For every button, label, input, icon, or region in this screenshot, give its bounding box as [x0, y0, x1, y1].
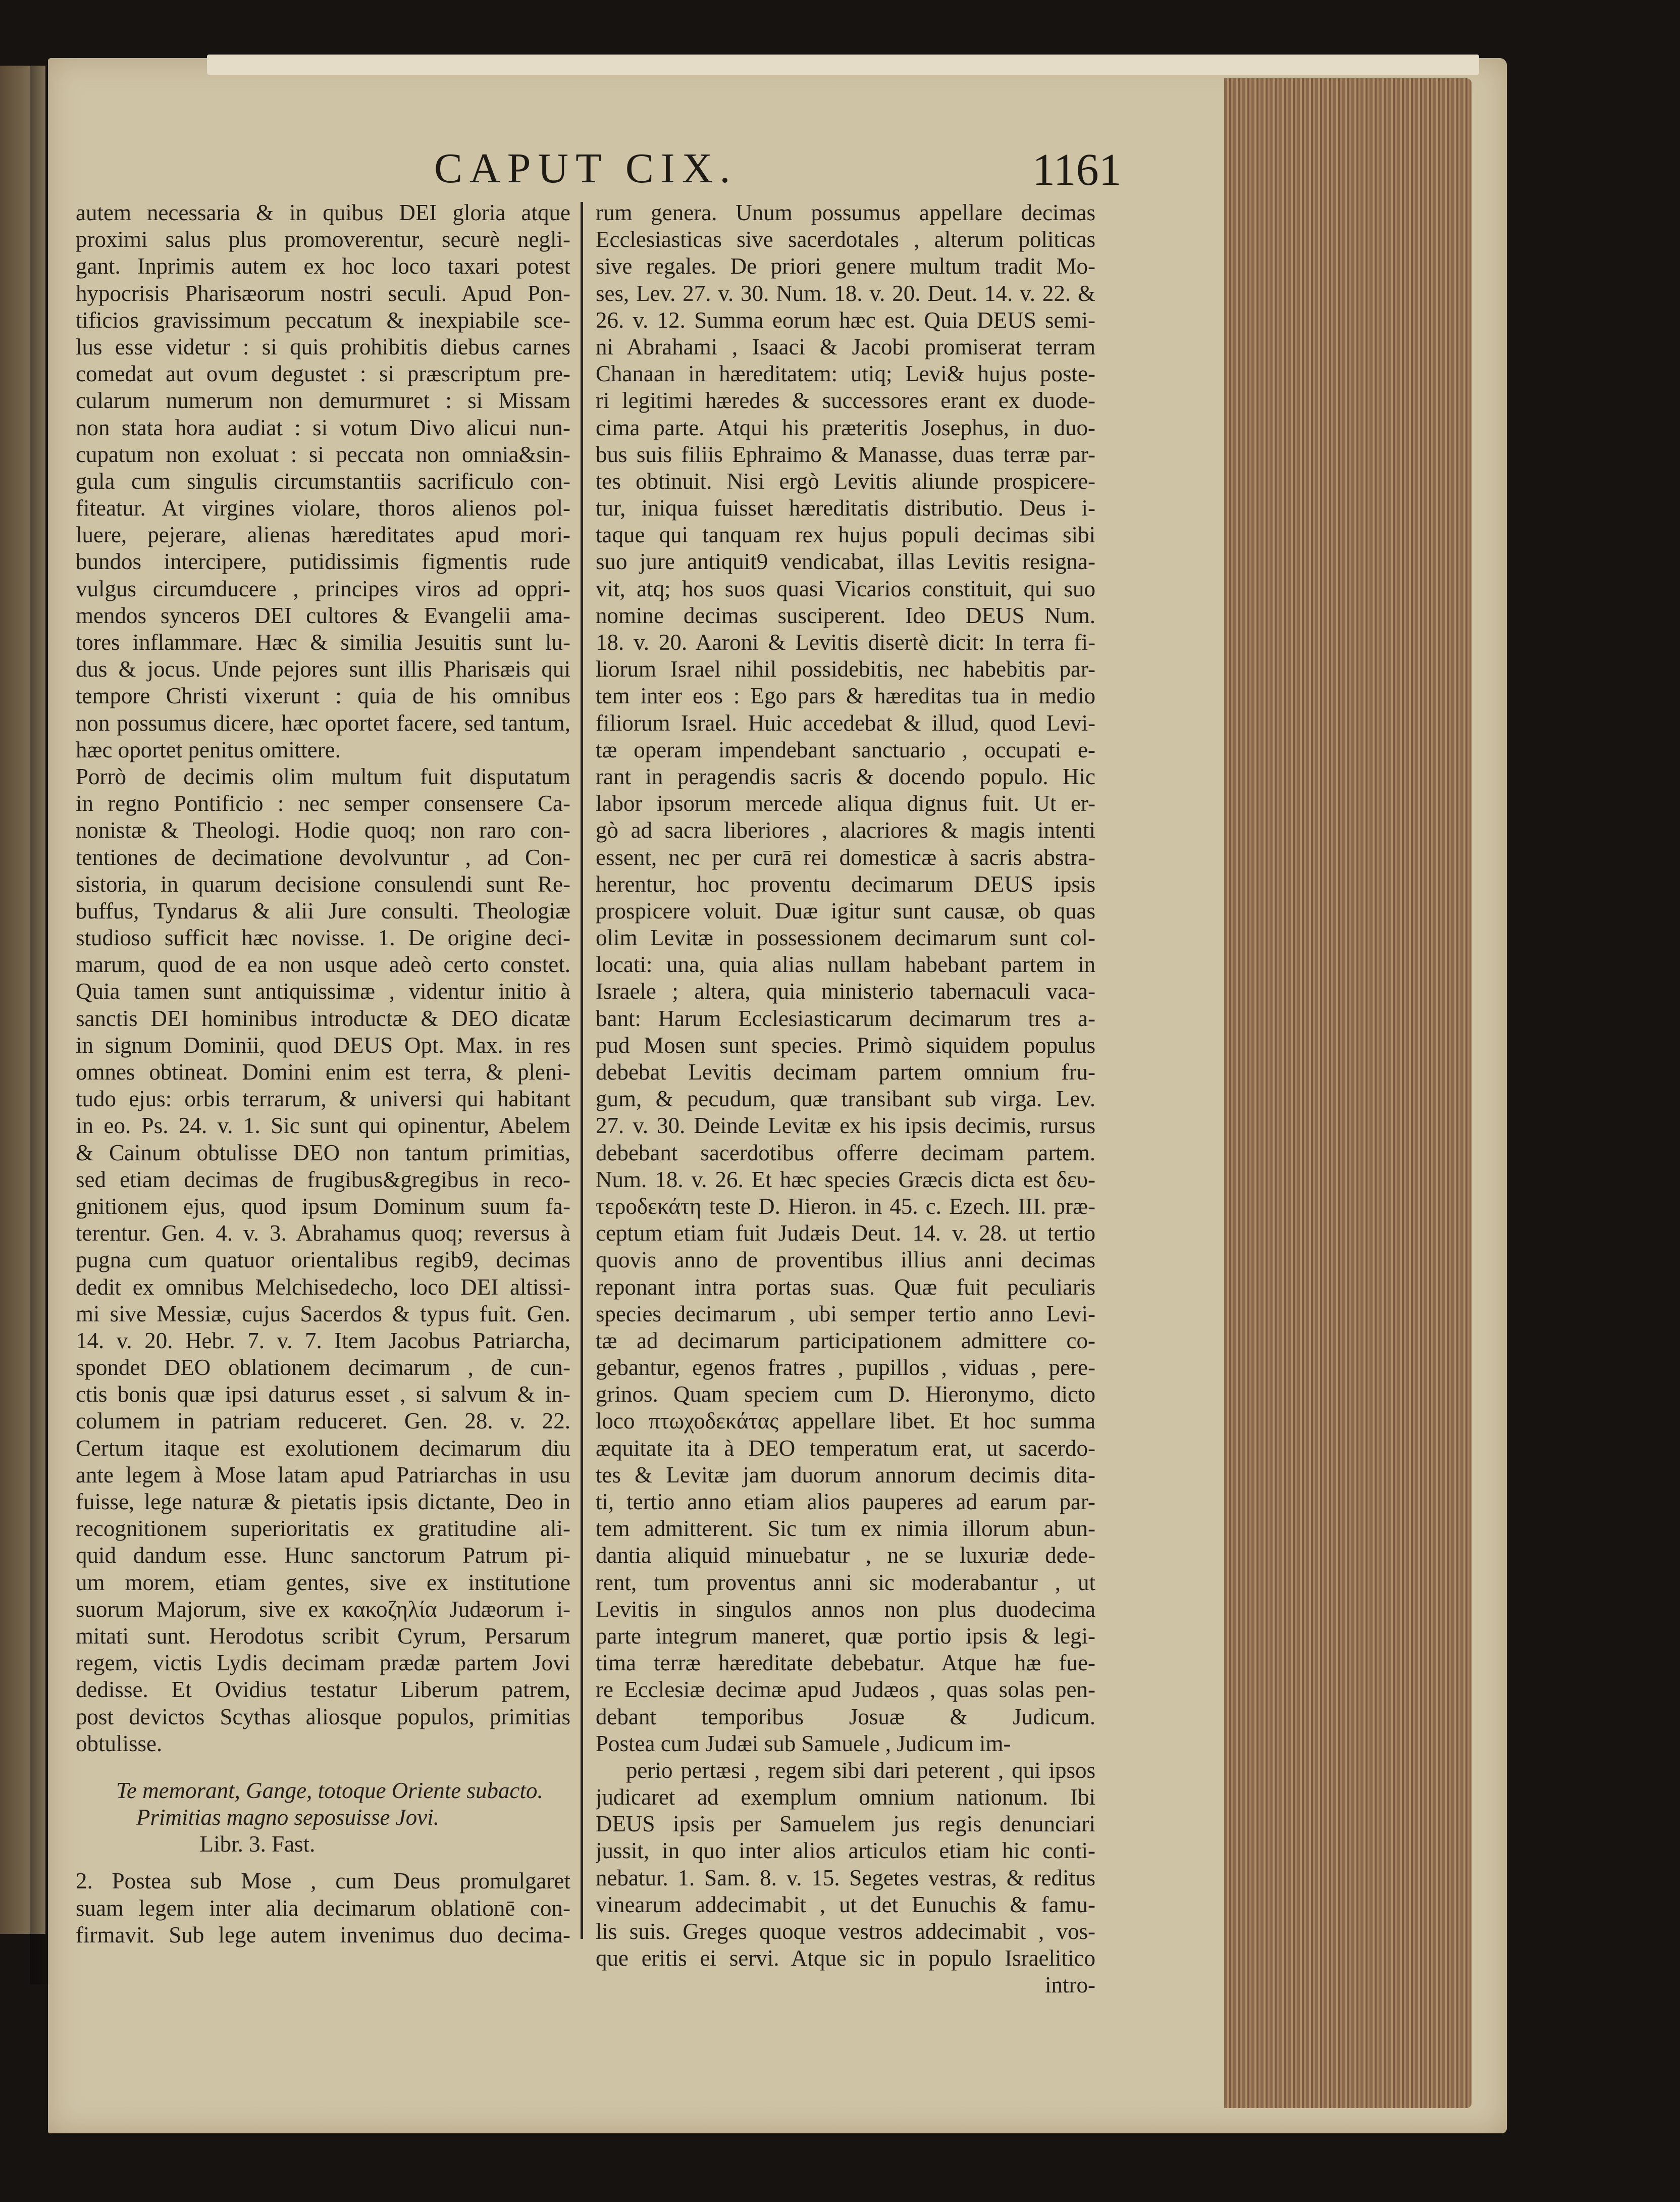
- text-line: debant temporibus Josuæ & Judicum.: [596, 1704, 1095, 1729]
- text-line: gò ad sacra liberiores , alacriores & magis intenti: [596, 817, 1095, 843]
- text-line: bundos intercipere, putidissimis figmentis rude: [76, 549, 570, 575]
- text-line: ri legitimi hæredes & successores erant ex duode-: [596, 388, 1095, 414]
- text-line: filiorum Israel. Huic accedebat & illud, quod Levi-: [596, 710, 1095, 736]
- text-line: species decimarum , ubi semper tertio anno Levi-: [596, 1301, 1095, 1326]
- text-line: vinearum addecimabit , ut det Eunuchis & famu-: [596, 1891, 1095, 1917]
- text-line: τεροδεκάτη teste D. Hieron. in 45. c. Ezech. III. præ-: [596, 1193, 1095, 1219]
- verse-citation: Libr. 3. Fast.: [199, 1831, 316, 1857]
- running-title: CAPUT CIX.: [434, 145, 738, 192]
- text-line: mitati sunt. Herodotus scribit Cyrum, Persarum: [76, 1623, 570, 1649]
- text-line: columem in patriam reduceret. Gen. 28. v. 22.: [76, 1408, 570, 1434]
- text-line: parte integrum maneret, quæ portio ipsis & legi-: [596, 1623, 1095, 1649]
- text-line: Ecclesiasticas sive sacerdotales , alterum politicas: [596, 227, 1095, 252]
- text-line: sed etiam decimas de frugibus&gregibus in reco-: [76, 1166, 570, 1192]
- text-line: DEUS ipsis per Samuelem jus regis denunciari: [596, 1811, 1095, 1837]
- text-line: tur, iniqua fuisset hæreditatis distributio. Deus i-: [596, 495, 1095, 521]
- text-line: jussit, in quo inter alios articulos etiam hic conti-: [596, 1838, 1095, 1864]
- text-line: vulgus circumducere , principes viros ad oppri-: [76, 576, 570, 601]
- text-line: pud Mosen sunt species. Primò siquidem populus: [596, 1032, 1095, 1058]
- text-line: in signum Dominii, quod DEUS Opt. Max. in res: [76, 1032, 570, 1058]
- text-line: hæc oportet penitus omittere.: [76, 737, 341, 762]
- text-line: in eo. Ps. 24. v. 1. Sic sunt qui opinentur, Abelem: [76, 1113, 570, 1139]
- text-line: quid dandum esse. Hunc sanctorum Patrum pi-: [76, 1543, 570, 1568]
- text-line: terentur. Gen. 4. v. 3. Abrahamus quoq; reversus à: [76, 1220, 570, 1246]
- text-line: perio pertæsi , regem sibi dari peterent , qui ipsos: [626, 1757, 1095, 1783]
- text-line: 14. v. 20. Hebr. 7. v. 7. Item Jacobus Patriarcha,: [76, 1327, 570, 1353]
- text-line: tempore Christi vixerunt : quia de his omnibus: [76, 683, 570, 709]
- text-line: lis suis. Greges quoque vestros addecimabit , vos-: [596, 1919, 1095, 1944]
- text-line: judicaret ad exemplum omnium nationum. Ibi: [596, 1784, 1095, 1810]
- text-line: cupatum non exoluat : si peccata non omnia&sin-: [76, 441, 570, 467]
- text-line: sanctis DEI hominibus introductæ & DEO dicatæ: [76, 1005, 570, 1031]
- text-line: post devictos Scythas aliosque populos, primitias: [76, 1704, 570, 1729]
- text-line: bant: Harum Ecclesiasticarum decimarum tres a-: [596, 1005, 1095, 1031]
- text-line: suam legem inter alia decimarum oblationē con-: [76, 1895, 570, 1921]
- text-line: um morem, etiam gentes, sive ex institutione: [76, 1569, 570, 1595]
- text-line: fuisse, lege naturæ & pietatis ipsis dictante, Deo in: [76, 1489, 570, 1514]
- text-line: tæ ad decimarum participationem admittere co-: [596, 1327, 1095, 1353]
- text-line: debebat Levitis decimam partem omnium fru-: [596, 1059, 1095, 1085]
- text-line: olim Levitæ in possessionem decimarum sunt col-: [596, 925, 1095, 951]
- text-line: & Cainum obtulisse DEO non tantum primitias,: [76, 1140, 570, 1165]
- text-line: cima parte. Atqui his præteritis Josephus, in duo-: [596, 415, 1095, 440]
- text-line: Levitis in singulos annos non plus duodecima: [596, 1596, 1095, 1622]
- left-column: [76, 199, 570, 1949]
- text-line: sistoria, in quarum decisione consulendi sunt Re-: [76, 871, 570, 897]
- text-line: re Ecclesiæ decimæ apud Judæos , quas solas pen-: [596, 1677, 1095, 1703]
- text-line: essent, nec per curā rei domesticæ à sacris abstra-: [596, 844, 1095, 870]
- verse-line: Te memorant, Gange, totoque Oriente subacto.: [116, 1777, 543, 1803]
- text-line: tem admitterent. Sic tum ex nimia illorum abun-: [596, 1516, 1095, 1542]
- text-line: nonistæ & Theologi. Hodie quoq; non raro con-: [76, 817, 570, 843]
- text-line: herentur, hoc proventu decimarum DEUS ipsis: [596, 871, 1095, 897]
- text-line: ni Abrahami , Isaaci & Jacobi promiserat terram: [596, 334, 1095, 360]
- text-line: ante legem à Mose latam apud Patriarchas in usu: [76, 1462, 570, 1488]
- text-line: Chanaan in hæreditatem: utiq; Levi& hujus poste-: [596, 361, 1095, 387]
- fore-edge-pages: [1224, 78, 1472, 2108]
- text-line: cularum numerum non demurmuret : si Missam: [76, 388, 570, 414]
- page-number: 1161: [1032, 145, 1122, 195]
- text-line: tudo ejus: orbis terrarum, & universi qui habitant: [76, 1086, 570, 1112]
- text-line: obtulisse.: [76, 1730, 163, 1756]
- text-line: firmavit. Sub lege autem invenimus duo decima-: [76, 1922, 570, 1948]
- text-line: pugna cum quatuor orientalibus regib9, decimas: [76, 1247, 570, 1273]
- text-line: suo jure antiquit9 vendicabat, illas Levitis resigna-: [596, 549, 1095, 575]
- text-line: Israele ; altera, quia ministerio tabernaculi vaca-: [596, 979, 1095, 1004]
- text-line: debebant sacerdotibus offerre decimam partem.: [596, 1140, 1095, 1165]
- text-line: ceptum etiam fuit Judæis Deut. 14. v. 28. ut tertio: [596, 1220, 1095, 1246]
- text-line: tes obtinuit. Nisi ergò Levitis aliunde prospicere-: [596, 468, 1095, 494]
- text-line: 18. v. 20. Aaroni & Levitis disertè dicit: In terra fi-: [596, 630, 1095, 655]
- text-line: rent, tum proventus anni sic moderabantur , ut: [596, 1569, 1095, 1595]
- text-line: buffus, Tyndarus & alii Jure consulti. Theologiæ: [76, 898, 570, 924]
- text-line: tima terræ hæreditate debebatur. Atque hæ fue-: [596, 1650, 1095, 1676]
- text-line: tes & Levitæ jam duorum annorum decimis dita-: [596, 1462, 1095, 1488]
- text-line: 2. Postea sub Mose , cum Deus promulgaret: [76, 1868, 570, 1894]
- text-line: 26. v. 12. Summa eorum hæc est. Quia DEUS semi-: [596, 307, 1095, 333]
- text-line: liorum Israel nihil possidebitis, nec habebitis par-: [596, 656, 1095, 682]
- text-line: Porrò de decimis olim multum fuit disputatum: [76, 763, 570, 789]
- text-line: grinos. Quam speciem cum D. Hieronymo, dicto: [596, 1381, 1095, 1407]
- text-line: dedisse. Et Ovidius testatur Liberum patrem,: [76, 1677, 570, 1703]
- text-line: vit, atq; hos suos quasi Vicarios constituit, qui suo: [596, 576, 1095, 601]
- text-line: Certum itaque est exolutionem decimarum diu: [76, 1435, 570, 1461]
- text-line: quovis anno de proventibus illius anni decimas: [596, 1247, 1095, 1273]
- text-line: rant in peragendis sacris & docendo populo. Hic: [596, 763, 1095, 789]
- text-line: gum, & pecudum, quæ transibant sub virga. Lev.: [596, 1086, 1095, 1112]
- text-line: nomine decimas susciperent. Ideo DEUS Num.: [596, 602, 1095, 628]
- running-header: [434, 144, 1122, 204]
- text-line: spondet DEO oblationem decimarum , de cun-: [76, 1355, 570, 1380]
- text-line: comedat aut ovum degustet : si præscriptum pre-: [76, 361, 570, 387]
- text-line: mendos synceros DEI cultores & Evangelii ama-: [76, 602, 570, 628]
- text-line: gnitionem ejus, quod ipsum Dominum suum fa-: [76, 1193, 570, 1219]
- text-line: lus esse videtur : si quis prohibitis diebus carnes: [76, 334, 570, 360]
- text-line: dedit ex omnibus Melchisedecho, loco DEI altissi-: [76, 1274, 570, 1300]
- text-line: labor ipsorum mercede aliqua dignus fuit. Ut er-: [596, 791, 1095, 816]
- text-line: que eritis ei servi. Atque sic in populo Israelitico: [596, 1945, 1095, 1971]
- text-line: gant. Inprimis autem ex hoc loco taxari potest: [76, 253, 570, 279]
- text-line: rum genera. Unum possumus appellare decimas: [596, 200, 1095, 225]
- text-line: 27. v. 30. Deinde Levitæ ex his ipsis decimis, rursus: [596, 1113, 1095, 1139]
- verse-line: Primitias magno seposuisse Jovi.: [136, 1805, 439, 1830]
- text-line: sive regales. De priori genere multum tradit Mo-: [596, 253, 1095, 279]
- text-line: ti, tertio anno etiam alios pauperes ad earum par-: [596, 1489, 1095, 1514]
- text-line: tentiones de decimatione devolvuntur , ad Con-: [76, 844, 570, 870]
- text-line: reponant intra portas suas. Quæ fuit peculiaris: [596, 1274, 1095, 1300]
- text-line: suorum Majorum, sive ex κακοζηλία Judæorum i-: [76, 1596, 570, 1622]
- text-line: æquitate ita à DEO temperatum erat, ut sacerdo-: [596, 1435, 1095, 1461]
- text-line: non possumus dicere, hæc oportet facere, sed tantum,: [76, 710, 570, 736]
- text-line: in regno Pontificio : nec semper consensere Ca-: [76, 791, 570, 816]
- text-line: tem inter eos : Ego pars & hæreditas tua in medio: [596, 683, 1095, 709]
- text-line: bus suis filiis Ephraimo & Manasse, duas terræ par-: [596, 441, 1095, 467]
- text-line: mi sive Messiæ, cujus Sacerdos & typus fuit. Gen.: [76, 1301, 570, 1326]
- text-line: non stata hora audiat : si votum Divo alicui nun-: [76, 415, 570, 440]
- spacer: [76, 1757, 570, 1777]
- text-line: locati: una, quia alias nullam habebant partem in: [596, 952, 1095, 978]
- text-line: tores inflammare. Hæc & similia Jesuitis sunt lu-: [76, 630, 570, 655]
- text-line: gula cum singulis circumstantiis sacrificulo con-: [76, 468, 570, 494]
- text-line: prospicere voluit. Duæ igitur sunt causæ, ob quas: [596, 898, 1095, 924]
- text-line: intro-: [1045, 1972, 1095, 1998]
- text-line: regem, victis Lydis decimam prædæ partem Jovi: [76, 1650, 570, 1676]
- page-top-edge: [207, 55, 1479, 75]
- text-line: marum, quod de ea non usque adeò certo constet.: [76, 952, 570, 978]
- column-divider: [581, 202, 583, 1939]
- text-line: taque qui tanquam rex hujus populi decimas sibi: [596, 522, 1095, 548]
- text-line: gebantur, egenos fratres , pupillos , viduas , pere-: [596, 1355, 1095, 1380]
- text-line: proximi salus plus promoverentur, securè negli-: [76, 227, 570, 252]
- text-line: Quia tamen sunt antiquissimæ , videntur initio à: [76, 979, 570, 1004]
- text-line: dus & jocus. Unde pejores sunt illis Pharisæis qui: [76, 656, 570, 682]
- text-line: tificios gravissimum peccatum & inexpiabile sce-: [76, 307, 570, 333]
- text-line: omnes obtineat. Domini enim est terra, & pleni-: [76, 1059, 570, 1085]
- spacer: [76, 1858, 570, 1868]
- text-line: dantia aliquid minuebatur , ne se luxuriæ dede-: [596, 1543, 1095, 1568]
- text-line: Num. 18. v. 26. Et hæc species Græcis dicta est δευ-: [596, 1166, 1095, 1192]
- right-column: [596, 199, 1095, 1999]
- text-line: hypocrisis Pharisæorum nostri seculi. Apud Pon-: [76, 280, 570, 306]
- text-line: autem necessaria & in quibus DEI gloria atque: [76, 200, 570, 225]
- text-line: studioso sufficit hæc novisse. 1. De origine deci-: [76, 925, 570, 951]
- text-line: tæ operam impendebant sanctuario , occupati e-: [596, 737, 1095, 762]
- text-line: ses, Lev. 27. v. 30. Num. 18. v. 20. Deut. 14. v. 22. &: [596, 280, 1095, 306]
- text-line: nebatur. 1. Sam. 8. v. 15. Segetes vestras, & reditus: [596, 1865, 1095, 1890]
- text-line: luere, pejerare, alienas hæreditates apud mori-: [76, 522, 570, 548]
- text-line: ctis bonis quæ ipsi daturus esset , si salvum & in-: [76, 1381, 570, 1407]
- gutter-shadow: [30, 66, 50, 1984]
- text-line: Postea cum Judæi sub Samuele , Judicum im-: [596, 1730, 1011, 1756]
- text-line: recognitionem superioritatis ex gratitudine ali-: [76, 1516, 570, 1542]
- text-line: loco πτωχοδεκάτας appellare libet. Et hoc summa: [596, 1408, 1095, 1434]
- text-line: fiteatur. At virgines violare, thoros alienos pol-: [76, 495, 570, 521]
